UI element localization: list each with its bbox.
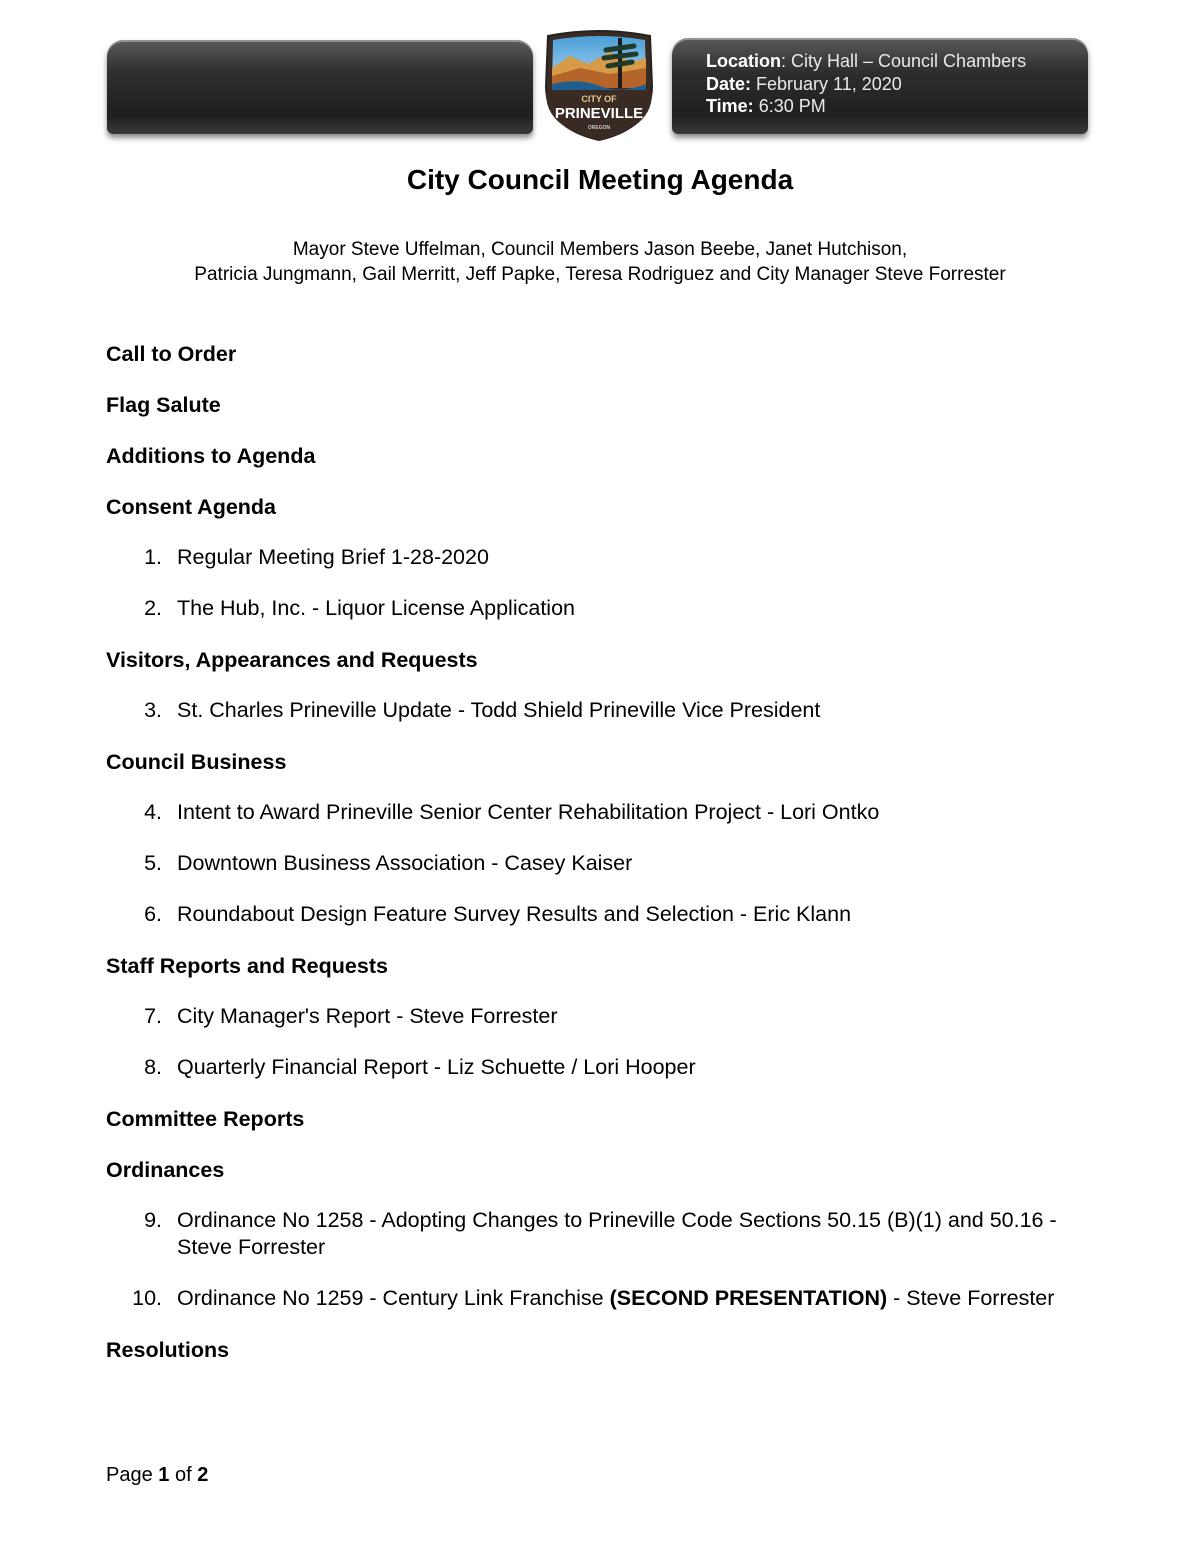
- section-call-to-order: Call to Order: [106, 342, 237, 366]
- item-text-bold: (SECOND PRESENTATION): [609, 1286, 888, 1310]
- members-line-2: Patricia Jungmann, Gail Merritt, Jeff Papke, Teresa Rodriguez and City Manager Steve Forrester: [194, 264, 1006, 285]
- meta-location: [706, 50, 1026, 73]
- item-text: The Hub, Inc. - Liquor License Application: [177, 596, 575, 620]
- header-bar-right: [672, 38, 1088, 134]
- agenda-item-3: [106, 697, 1086, 724]
- agenda-item-8: [106, 1054, 1086, 1081]
- section-committee-reports: Committee Reports: [106, 1107, 305, 1131]
- date-label: Date:: [706, 73, 752, 94]
- agenda-list: [106, 340, 1086, 1387]
- page-header: [0, 0, 1200, 150]
- city-of-prineville-logo: [540, 28, 658, 142]
- item-text: St. Charles Prineville Update - Todd Shield Prineville Vice President: [177, 698, 821, 722]
- item-number: 9.: [144, 1208, 162, 1232]
- section-consent-agenda: Consent Agenda: [106, 495, 277, 519]
- item-number: 3.: [144, 698, 162, 722]
- item-number: 5.: [144, 851, 162, 875]
- location-label: Location: [706, 51, 781, 71]
- agenda-item-10: [106, 1285, 1086, 1312]
- page-footer: [106, 1464, 208, 1487]
- item-number: 1.: [144, 545, 162, 569]
- date-value: February 11, 2020: [751, 73, 902, 94]
- members-line-1: Mayor Steve Uffelman, Council Members Jason Beebe, Janet Hutchison,: [292, 239, 908, 260]
- meta-date: [706, 73, 1026, 96]
- location-value: : City Hall – Council Chambers: [781, 51, 1027, 71]
- page-total: 2: [197, 1464, 209, 1486]
- section-council-business: Council Business: [106, 750, 287, 774]
- section-resolutions: Resolutions: [106, 1338, 230, 1362]
- item-number: 8.: [144, 1055, 162, 1079]
- agenda-item-1: [106, 544, 1086, 571]
- item-text: Quarterly Financial Report - Liz Schuette / Lori Hooper: [177, 1055, 696, 1079]
- agenda-item-9: [106, 1207, 1086, 1261]
- item-text-after: - Steve Forrester: [887, 1286, 1055, 1310]
- item-number: 6.: [144, 902, 162, 926]
- item-number: 4.: [144, 800, 162, 824]
- section-visitors: Visitors, Appearances and Requests: [106, 648, 478, 672]
- council-members: [0, 237, 1200, 287]
- agenda-item-4: [106, 799, 1086, 826]
- section-ordinances: Ordinances: [106, 1158, 225, 1182]
- item-number: 10.: [132, 1286, 162, 1310]
- agenda-item-7: [106, 1003, 1086, 1030]
- meeting-meta: [706, 50, 1026, 118]
- item-text: Downtown Business Association - Casey Kaiser: [177, 851, 633, 875]
- logo-line2: PRINEVILLE: [554, 105, 644, 122]
- section-additions: Additions to Agenda: [106, 444, 316, 468]
- time-value: 6:30 PM: [753, 96, 826, 116]
- section-flag-salute: Flag Salute: [106, 393, 221, 417]
- page-number: 1: [158, 1464, 170, 1486]
- item-text: Intent to Award Prineville Senior Center Rehabilitation Project - Lori Ontko: [177, 800, 880, 824]
- section-staff-reports: Staff Reports and Requests: [106, 954, 388, 978]
- agenda-item-6: [106, 901, 1086, 928]
- meta-time: [706, 95, 1026, 118]
- time-label: Time:: [706, 96, 754, 116]
- logo-line3: OREGON: [587, 125, 611, 131]
- item-text: City Manager's Report - Steve Forrester: [177, 1004, 558, 1028]
- agenda-item-2: [106, 595, 1086, 622]
- header-bar-left: [107, 40, 533, 134]
- item-text-before: Ordinance No 1259 - Century Link Franchise: [177, 1286, 610, 1310]
- item-text: Regular Meeting Brief 1-28-2020: [177, 545, 489, 569]
- item-text: Ordinance No 1258 - Adopting Changes to Prineville Code Sections 50.15 (B)(1) and 50.16 - Steve Forrester: [177, 1208, 1057, 1259]
- of-word: of: [169, 1464, 198, 1486]
- page-title: City Council Meeting Agenda: [406, 164, 794, 195]
- logo-line1: CITY OF: [581, 94, 617, 104]
- item-number: 2.: [144, 596, 162, 620]
- page-word: Page: [106, 1464, 159, 1486]
- item-text: Roundabout Design Feature Survey Results and Selection - Eric Klann: [177, 902, 852, 926]
- agenda-item-5: [106, 850, 1086, 877]
- item-number: 7.: [144, 1004, 162, 1028]
